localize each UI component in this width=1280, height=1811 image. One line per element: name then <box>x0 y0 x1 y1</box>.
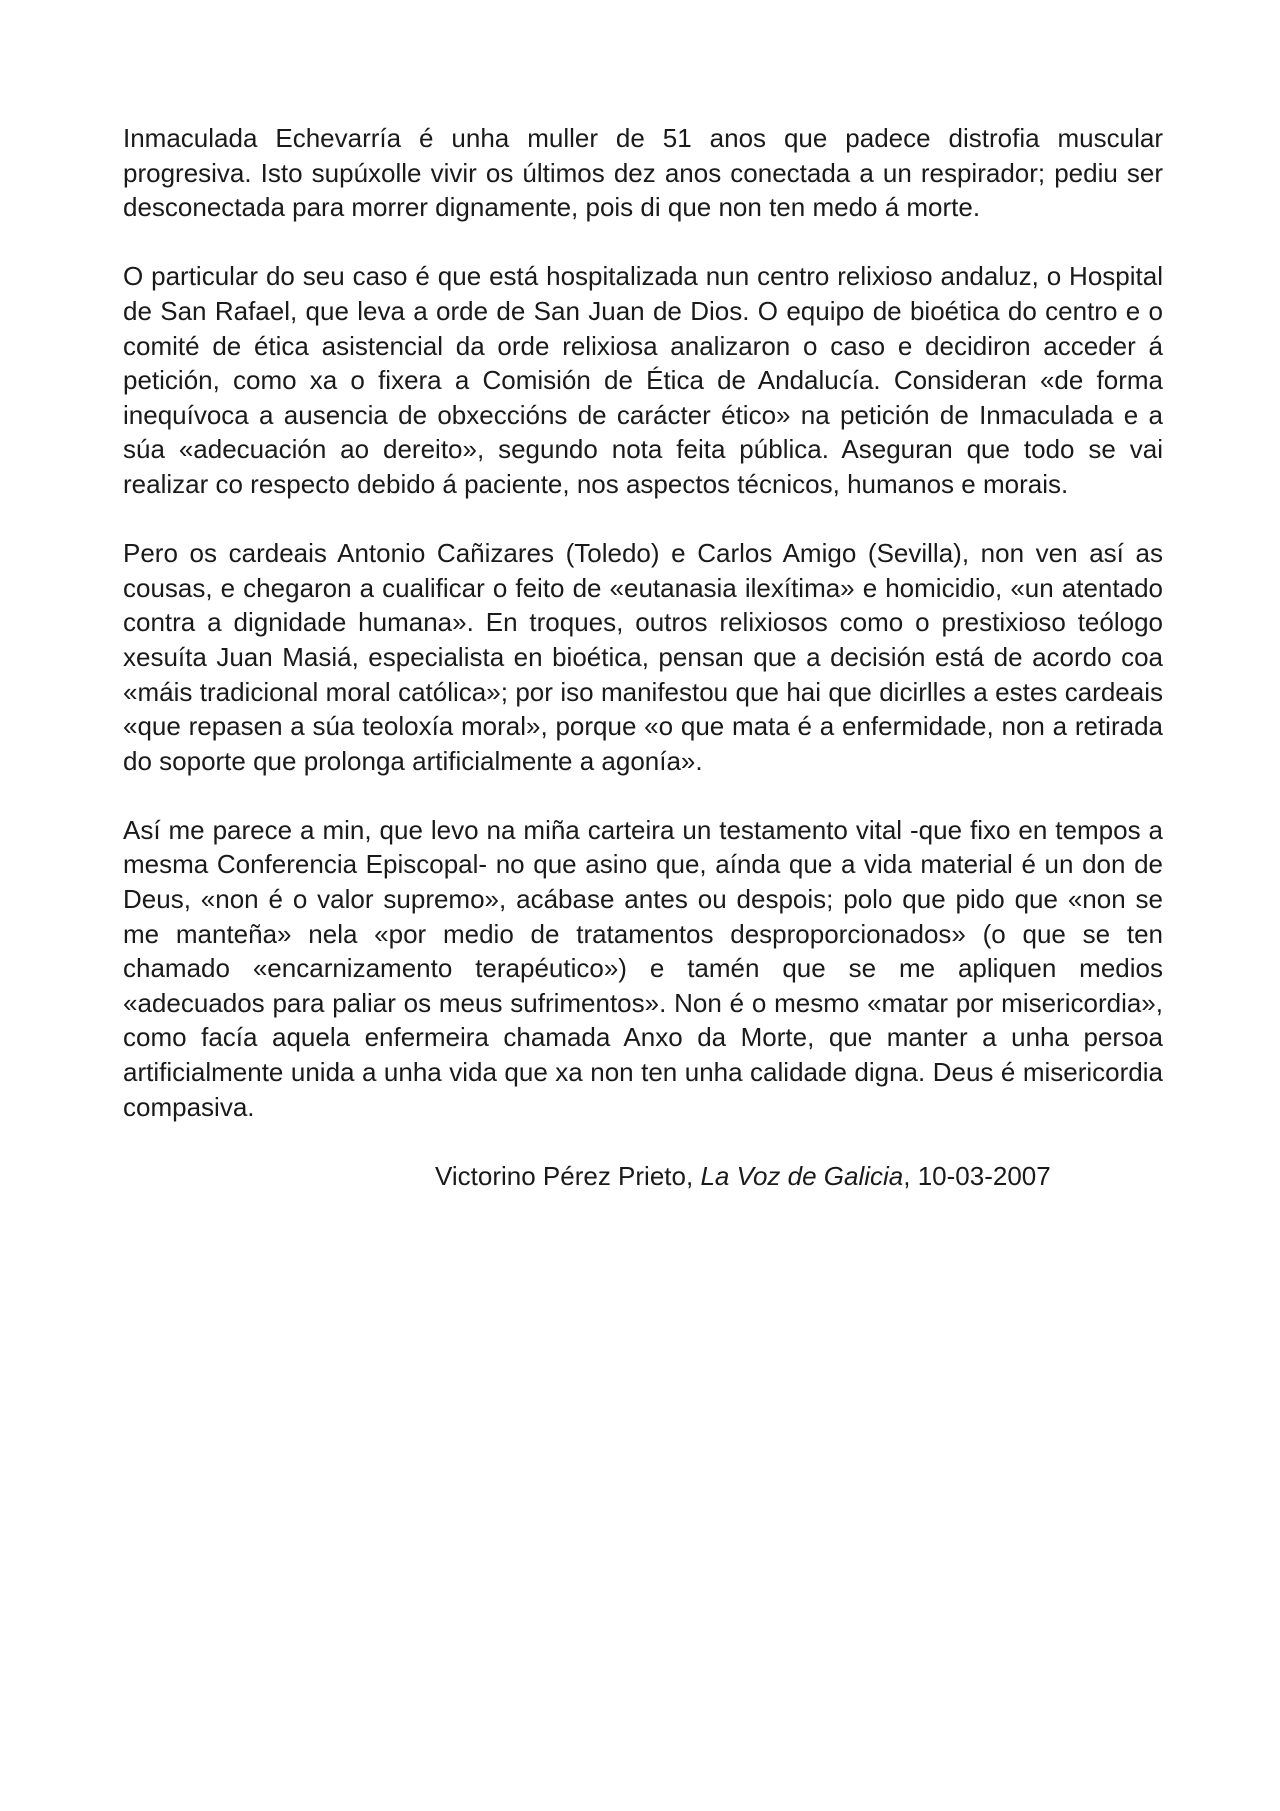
byline-publication: La Voz de Galicia <box>700 1160 904 1191</box>
paragraph-3: Pero os cardeais Antonio Cañizares (Toledo) e Carlos Amigo (Sevilla), non ven así as cousas, e chegaron a cualificar o feito de «eutanasia ilexítima» e homicidio, «un atentado contra a dignidade humana». En troques, outros relixiosos como o prestixioso teólogo xesuíta Juan Masiá, especialista en bioética, pensan que a decisión está de acordo coa «máis tradicional moral católica»; por iso manifestou que hai que dicirlles a estes cardeais «que repasen a súa teoloxía moral», porque «o que mata é a enfermidade, non a retirada do soporte que prolonga artificialmente a agonía». <box>123 538 1163 776</box>
article-body <box>123 121 1163 1193</box>
byline-author: Victorino Pérez Prieto, <box>435 1160 694 1191</box>
byline-date: , 10-03-2007 <box>903 1160 1051 1191</box>
paragraph-4: Así me parece a min, que levo na miña carteira un testamento vital -que fixo en tempos a mesma Conferencia Episcopal- no que asino que, aínda que a vida material é un don de Deus, «non é o valor supremo», acábase antes ou despois; polo que pido que «non se me manteña» nela «por medio de tratamentos desproporcionados» (o que se ten chamado «encarnizamento terapéutico») e tamén que se me apliquen medios «adecuados para paliar os meus sufrimentos». Non é o mesmo «matar por misericordia», como facía aquela enfermeira chamada Anxo da Morte, que manter a unha persoa artificialmente unida a unha vida que xa non ten unha calidade digna. Deus é misericordia compasiva. <box>123 814 1163 1122</box>
paragraph-1: Inmaculada Echevarría é unha muller de 51 anos que padece distrofia muscular progresiva. Isto supúxolle vivir os últimos dez anos conectada a un respirador; pediu ser desconectada para morrer dignamente, pois di que non ten medo á morte. <box>123 123 1163 223</box>
paragraph-2: O particular do seu caso é que está hospitalizada nun centro relixioso andaluz, o Hospital de San Rafael, que leva a orde de San Juan de Dios. O equipo de bioética do centro e o comité de ética asistencial da orde relixiosa analizaron o caso e decidiron acceder á petición, como xa o fixera a Comisión de Ética de Andalucía. Consideran «de forma inequívoca a ausencia de obxeccións de carácter ético» na petición de Inmaculada e a súa «adecuación ao dereito», segundo nota feita pública. Aseguran que todo se vai realizar co respecto debido á paciente, nos aspectos técnicos, humanos e morais. <box>123 261 1163 499</box>
byline <box>123 1159 1163 1194</box>
